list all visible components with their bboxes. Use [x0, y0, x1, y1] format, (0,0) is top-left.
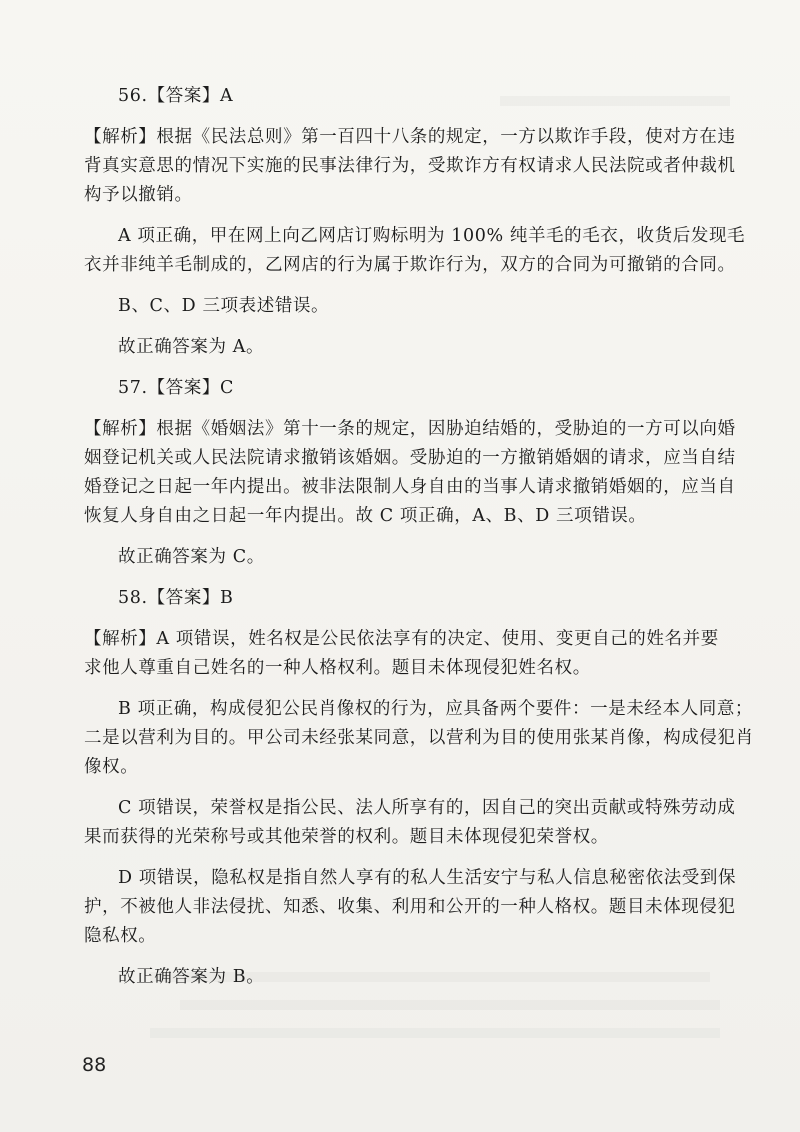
- block-spacer: [84, 613, 734, 625]
- text-line: 【解析】根据《民法总则》第一百四十八条的规定，一方以欺诈手段，使对方在违: [84, 127, 736, 147]
- paragraph: [84, 963, 734, 992]
- answer-heading: [84, 584, 734, 613]
- answer-heading: [84, 82, 734, 111]
- block-spacer: [84, 111, 734, 123]
- paragraph: [84, 543, 734, 572]
- text-line: 隐私权。: [84, 926, 157, 946]
- analysis-paragraph: [84, 123, 734, 210]
- block-spacer: [84, 683, 734, 695]
- text-line: 57.【答案】C: [118, 378, 235, 398]
- block-spacer: [84, 362, 734, 374]
- text-line: 58.【答案】B: [118, 588, 234, 608]
- paragraph: [84, 794, 734, 852]
- text-line: 恢复人身自由之日起一年内提出。故 C 项正确，A、B、D 三项错误。: [84, 506, 647, 526]
- text-line: 姻登记机关或人民法院请求撤销该婚姻。受胁迫的一方撤销婚姻的请求，应当自结: [84, 448, 736, 468]
- text-line: 衣并非纯羊毛制成的，乙网店的行为属于欺诈行为，双方的合同为可撤销的合同。: [84, 255, 736, 275]
- text-line: 果而获得的光荣称号或其他荣誉的权利。题目未体现侵犯荣誉权。: [84, 827, 609, 847]
- text-line: 故正确答案为 C。: [118, 547, 265, 567]
- paragraph: [84, 292, 734, 321]
- paragraph: [84, 222, 746, 280]
- text-line: 二是以营利为目的。甲公司未经张某同意，以营利为目的使用张某肖像，构成侵犯肖: [84, 728, 754, 748]
- text-line: 婚登记之日起一年内提出。被非法限制人身自由的当事人请求撤销婚姻的，应当自: [84, 477, 736, 497]
- text-line: 【解析】A 项错误，姓名权是公民依法享有的决定、使用、变更自己的姓名并要: [84, 629, 719, 649]
- analysis-paragraph: [84, 415, 734, 531]
- paragraph: [84, 695, 754, 782]
- analysis-paragraph: [84, 625, 734, 683]
- block-spacer: [84, 210, 734, 222]
- block-spacer: [84, 852, 734, 864]
- paragraph: [84, 333, 734, 362]
- text-line: 护，不被他人非法侵扰、知悉、收集、利用和公开的一种人格权。题目未体现侵犯: [84, 897, 736, 917]
- text-line: C 项错误，荣誉权是指公民、法人所享有的，因自己的突出贡献或特殊劳动成: [118, 798, 736, 818]
- block-spacer: [84, 951, 734, 963]
- text-line: 故正确答案为 B。: [118, 967, 265, 987]
- show-through-smudge: [150, 1028, 720, 1038]
- text-line: 故正确答案为 A。: [118, 337, 265, 357]
- text-line: 56.【答案】A: [118, 86, 234, 106]
- block-spacer: [84, 531, 734, 543]
- text-line: B 项正确，构成侵犯公民肖像权的行为，应具备两个要件：一是未经本人同意；: [118, 699, 754, 719]
- document-body: [84, 82, 754, 992]
- text-line: 像权。: [84, 757, 139, 777]
- text-line: 背真实意思的情况下实施的民事法律行为，受欺诈方有权请求人民法院或者仲裁机: [84, 156, 736, 176]
- text-line: A 项正确，甲在网上向乙网店订购标明为 100% 纯羊毛的毛衣，收货后发现毛: [118, 226, 746, 246]
- show-through-smudge: [180, 1000, 720, 1010]
- answer-heading: [84, 374, 734, 403]
- page-number: 88: [82, 1054, 107, 1076]
- text-line: 求他人尊重自己姓名的一种人格权利。题目未体现侵犯姓名权。: [84, 658, 591, 678]
- text-line: 构予以撤销。: [84, 185, 193, 205]
- block-spacer: [84, 280, 734, 292]
- block-spacer: [84, 321, 734, 333]
- block-spacer: [84, 403, 734, 415]
- text-line: D 项错误，隐私权是指自然人享有的私人生活安宁与私人信息秘密依法受到保: [118, 868, 737, 888]
- block-spacer: [84, 572, 734, 584]
- text-line: B、C、D 三项表述错误。: [118, 296, 330, 316]
- text-line: 【解析】根据《婚姻法》第十一条的规定，因胁迫结婚的，受胁迫的一方可以向婚: [84, 419, 736, 439]
- block-spacer: [84, 782, 734, 794]
- paragraph: [84, 864, 737, 951]
